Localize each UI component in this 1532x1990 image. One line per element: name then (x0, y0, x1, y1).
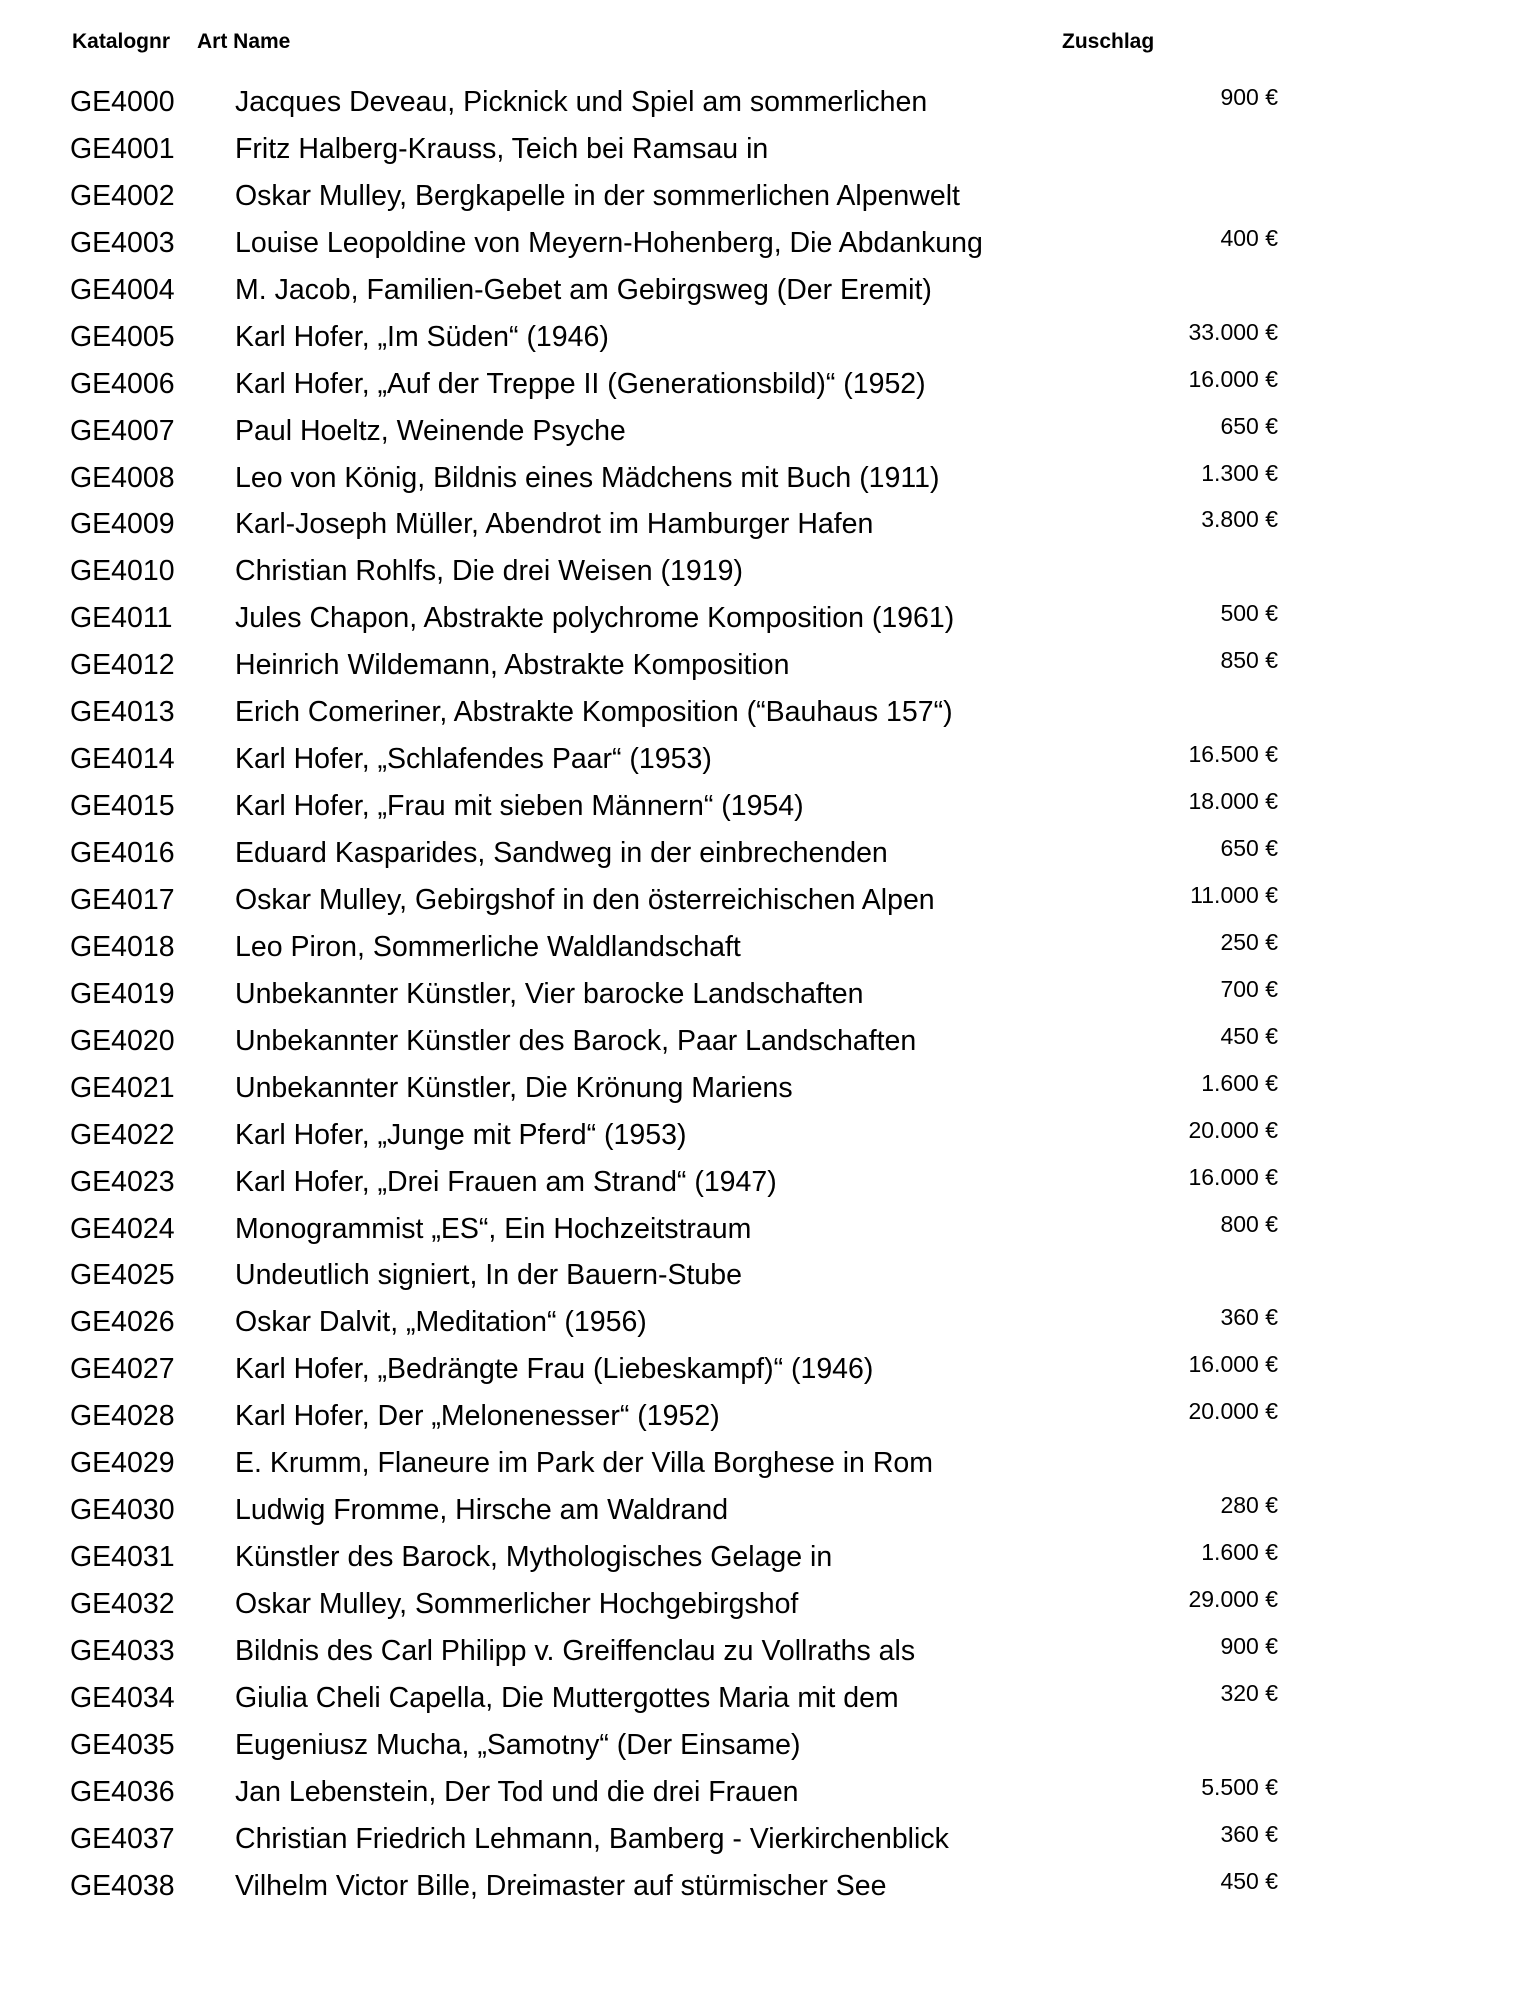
zuschlag-cell: 250 € (1220, 928, 1278, 955)
art-name-cell: Karl Hofer, Der „Melonenesser“ (1952) (235, 1400, 720, 1433)
table-row (0, 1678, 1532, 1725)
zuschlag-cell: 5.500 € (1201, 1773, 1278, 1800)
art-name-cell: Unbekannter Künstler, Vier barocke Landschaften (235, 977, 864, 1010)
katalognr-cell: GE4001 (70, 132, 175, 165)
art-name-cell: Karl Hofer, „Auf der Treppe II (Generationsbild)“ (1952) (235, 367, 926, 400)
katalognr-cell: GE4030 (70, 1494, 175, 1527)
zuschlag-cell: 16.500 € (1188, 741, 1278, 768)
katalognr-cell: GE4009 (70, 508, 175, 541)
katalognr-cell: GE4016 (70, 837, 175, 869)
art-name-cell: Oskar Dalvit, „Meditation“ (1956) (235, 1306, 647, 1339)
zuschlag-cell: 18.000 € (1188, 788, 1278, 815)
katalognr-cell: GE4017 (70, 883, 175, 916)
table-row (0, 1537, 1532, 1584)
zuschlag-cell: 280 € (1220, 1492, 1278, 1519)
katalognr-cell: GE4021 (70, 1071, 175, 1104)
table-row (0, 551, 1532, 598)
table-row (0, 974, 1532, 1021)
table-row (0, 1866, 1532, 1913)
zuschlag-cell: 20.000 € (1188, 1116, 1278, 1143)
zuschlag-cell: 1.600 € (1201, 1539, 1278, 1566)
table-row (0, 1490, 1532, 1537)
art-name-cell: Jules Chapon, Abstrakte polychrome Komposition (1961) (235, 602, 955, 635)
zuschlag-cell: 500 € (1220, 600, 1278, 627)
table-row (0, 598, 1532, 645)
katalognr-cell: GE4010 (70, 555, 175, 588)
art-name-cell: Karl Hofer, „Bedrängte Frau (Liebeskampf)“ (1946) (235, 1353, 874, 1386)
art-name-cell: Karl Hofer, „Drei Frauen am Strand“ (1947) (235, 1165, 777, 1198)
katalognr-cell: GE4012 (70, 649, 175, 682)
table-row (0, 176, 1532, 223)
zuschlag-cell: 900 € (1220, 84, 1278, 110)
art-name-cell: E. Krumm, Flaneure im Park der Villa Borghese in Rom (235, 1447, 933, 1480)
art-name-cell: Karl Hofer, „Schlafendes Paar“ (1953) (235, 743, 712, 776)
art-name-cell: Bildnis des Carl Philipp v. Greiffenclau zu Vollraths als (235, 1634, 916, 1667)
katalognr-cell: GE4025 (70, 1259, 175, 1292)
zuschlag-cell: 450 € (1220, 1022, 1278, 1049)
art-name-cell: Oskar Mulley, Gebirgshof in den österreichischen Alpen (235, 883, 935, 916)
table-row (0, 1162, 1532, 1209)
katalognr-cell: GE4003 (70, 226, 175, 259)
zuschlag-cell: 16.000 € (1188, 365, 1278, 392)
zuschlag-cell: 650 € (1220, 835, 1278, 861)
zuschlag-cell: 450 € (1220, 1867, 1278, 1894)
katalognr-cell: GE4024 (70, 1212, 175, 1245)
zuschlag-cell: 800 € (1220, 1210, 1278, 1237)
table-row (0, 1584, 1532, 1631)
art-name-cell: Fritz Halberg-Krauss, Teich bei Ramsau in (235, 132, 769, 165)
zuschlag-cell: 11.000 € (1190, 881, 1278, 908)
katalognr-cell: GE4029 (70, 1447, 175, 1480)
table-row (0, 927, 1532, 974)
table-row (0, 411, 1532, 458)
art-name-cell: Undeutlich signiert, In der Bauern-Stube (235, 1259, 742, 1292)
art-name-cell: Vilhelm Victor Bille, Dreimaster auf stürmischer See (235, 1869, 887, 1902)
art-name-cell: Leo von König, Bildnis eines Mädchens mit Buch (1911) (235, 461, 940, 494)
katalognr-cell: GE4032 (70, 1588, 175, 1620)
katalognr-cell: GE4026 (70, 1306, 175, 1339)
art-name-cell: Louise Leopoldine von Meyern-Hohenberg, Die Abdankung (235, 226, 983, 259)
table-row (0, 880, 1532, 927)
zuschlag-cell: 20.000 € (1188, 1398, 1278, 1425)
table-row (0, 458, 1532, 505)
table-row (0, 82, 1532, 129)
katalognr-cell: GE4022 (70, 1118, 175, 1151)
header-art-name: Art Name (197, 30, 291, 53)
table-row (0, 129, 1532, 176)
zuschlag-cell: 700 € (1220, 975, 1278, 1002)
table-row (0, 692, 1532, 739)
zuschlag-cell: 16.000 € (1188, 1351, 1278, 1378)
table-header (0, 30, 1532, 60)
katalognr-cell: GE4005 (70, 320, 175, 353)
table-row (0, 223, 1532, 270)
art-name-cell: Karl-Joseph Müller, Abendrot im Hamburger Hafen (235, 508, 874, 541)
katalognr-cell: GE4006 (70, 367, 175, 400)
table-row (0, 1068, 1532, 1115)
art-name-cell: Karl Hofer, „Im Süden“ (1946) (235, 320, 609, 353)
katalognr-cell: GE4035 (70, 1728, 175, 1761)
art-name-cell: Oskar Mulley, Bergkapelle in der sommerlichen Alpenwelt (235, 179, 960, 212)
katalognr-cell: GE4014 (70, 743, 175, 776)
katalognr-cell: GE4008 (70, 461, 175, 494)
art-name-cell: Eugeniusz Mucha, „Samotny“ (Der Einsame) (235, 1728, 801, 1761)
katalognr-cell: GE4037 (70, 1822, 175, 1855)
header-zuschlag: Zuschlag (1062, 30, 1155, 53)
katalognr-cell: GE4013 (70, 696, 175, 729)
katalognr-cell: GE4036 (70, 1775, 175, 1808)
table-row (0, 1631, 1532, 1678)
art-name-cell: Christian Rohlfs, Die drei Weisen (1919) (235, 555, 743, 588)
art-name-cell: Eduard Kasparides, Sandweg in der einbrechenden (235, 837, 888, 869)
art-name-cell: Christian Friedrich Lehmann, Bamberg - Vierkirchenblick (235, 1822, 949, 1855)
table-row (0, 1772, 1532, 1819)
art-name-cell: Leo Piron, Sommerliche Waldlandschaft (235, 930, 741, 963)
zuschlag-cell: 1.300 € (1201, 459, 1278, 486)
table-row (0, 1302, 1532, 1349)
art-name-cell: Künstler des Barock, Mythologisches Gelage in (235, 1541, 833, 1574)
art-name-cell: Ludwig Fromme, Hirsche am Waldrand (235, 1494, 729, 1527)
table-row (0, 1396, 1532, 1443)
table-row (0, 1349, 1532, 1396)
katalognr-cell: GE4015 (70, 790, 175, 823)
katalognr-cell: GE4033 (70, 1634, 175, 1667)
zuschlag-cell: 360 € (1220, 1304, 1278, 1331)
art-name-cell: Heinrich Wildemann, Abstrakte Komposition (235, 649, 790, 682)
art-name-cell: Unbekannter Künstler des Barock, Paar Landschaften (235, 1024, 917, 1057)
zuschlag-cell: 16.000 € (1188, 1163, 1278, 1190)
art-name-cell: Unbekannter Künstler, Die Krönung Mariens (235, 1071, 793, 1104)
table-row (0, 1725, 1532, 1772)
table-row (0, 1021, 1532, 1068)
art-name-cell: Karl Hofer, „Junge mit Pferd“ (1953) (235, 1118, 687, 1151)
zuschlag-cell: 900 € (1220, 1632, 1278, 1659)
art-name-cell: Erich Comeriner, Abstrakte Komposition (“Bauhaus 157“) (235, 696, 953, 729)
art-name-cell: Oskar Mulley, Sommerlicher Hochgebirgshof (235, 1588, 799, 1620)
katalognr-cell: GE4020 (70, 1024, 175, 1057)
zuschlag-cell: 650 € (1220, 412, 1278, 439)
table-row (0, 1115, 1532, 1162)
katalognr-cell: GE4000 (70, 86, 175, 118)
zuschlag-cell: 320 € (1220, 1679, 1278, 1706)
table-row (0, 833, 1532, 880)
catalog-table-body (0, 82, 1532, 1913)
art-name-cell: Giulia Cheli Capella, Die Muttergottes Maria mit dem (235, 1681, 899, 1714)
katalognr-cell: GE4018 (70, 930, 175, 963)
zuschlag-cell: 1.600 € (1201, 1069, 1278, 1096)
katalognr-cell: GE4011 (70, 602, 173, 635)
art-name-cell: Jacques Deveau, Picknick und Spiel am sommerlichen (235, 86, 928, 118)
table-row (0, 317, 1532, 364)
header-katalognr: Katalognr (72, 30, 171, 53)
zuschlag-cell: 33.000 € (1188, 318, 1278, 345)
katalognr-cell: GE4034 (70, 1681, 175, 1714)
katalognr-cell: GE4038 (70, 1869, 175, 1902)
table-row (0, 1443, 1532, 1490)
table-row (0, 786, 1532, 833)
katalognr-cell: GE4002 (70, 179, 175, 212)
katalognr-cell: GE4023 (70, 1165, 175, 1198)
art-name-cell: Jan Lebenstein, Der Tod und die drei Frauen (235, 1775, 799, 1808)
table-row (0, 1209, 1532, 1256)
katalognr-cell: GE4004 (70, 273, 175, 306)
katalognr-cell: GE4019 (70, 977, 175, 1010)
zuschlag-cell: 850 € (1220, 647, 1278, 674)
katalognr-cell: GE4027 (70, 1353, 175, 1386)
table-row (0, 364, 1532, 411)
katalognr-cell: GE4028 (70, 1400, 175, 1433)
table-row (0, 645, 1532, 692)
zuschlag-cell: 29.000 € (1188, 1586, 1278, 1612)
table-row (0, 270, 1532, 317)
table-row (0, 739, 1532, 786)
art-name-cell: Karl Hofer, „Frau mit sieben Männern“ (1954) (235, 790, 804, 823)
art-name-cell: M. Jacob, Familien-Gebet am Gebirgsweg (Der Eremit) (235, 273, 932, 306)
zuschlag-cell: 400 € (1220, 224, 1278, 251)
table-row (0, 504, 1532, 551)
art-name-cell: Paul Hoeltz, Weinende Psyche (235, 414, 626, 447)
table-row (0, 1819, 1532, 1866)
art-name-cell: Monogrammist „ES“, Ein Hochzeitstraum (235, 1212, 752, 1245)
katalognr-cell: GE4007 (70, 414, 175, 447)
zuschlag-cell: 3.800 € (1201, 506, 1278, 533)
katalognr-cell: GE4031 (70, 1541, 175, 1574)
zuschlag-cell: 360 € (1220, 1820, 1278, 1847)
table-row (0, 1255, 1532, 1302)
